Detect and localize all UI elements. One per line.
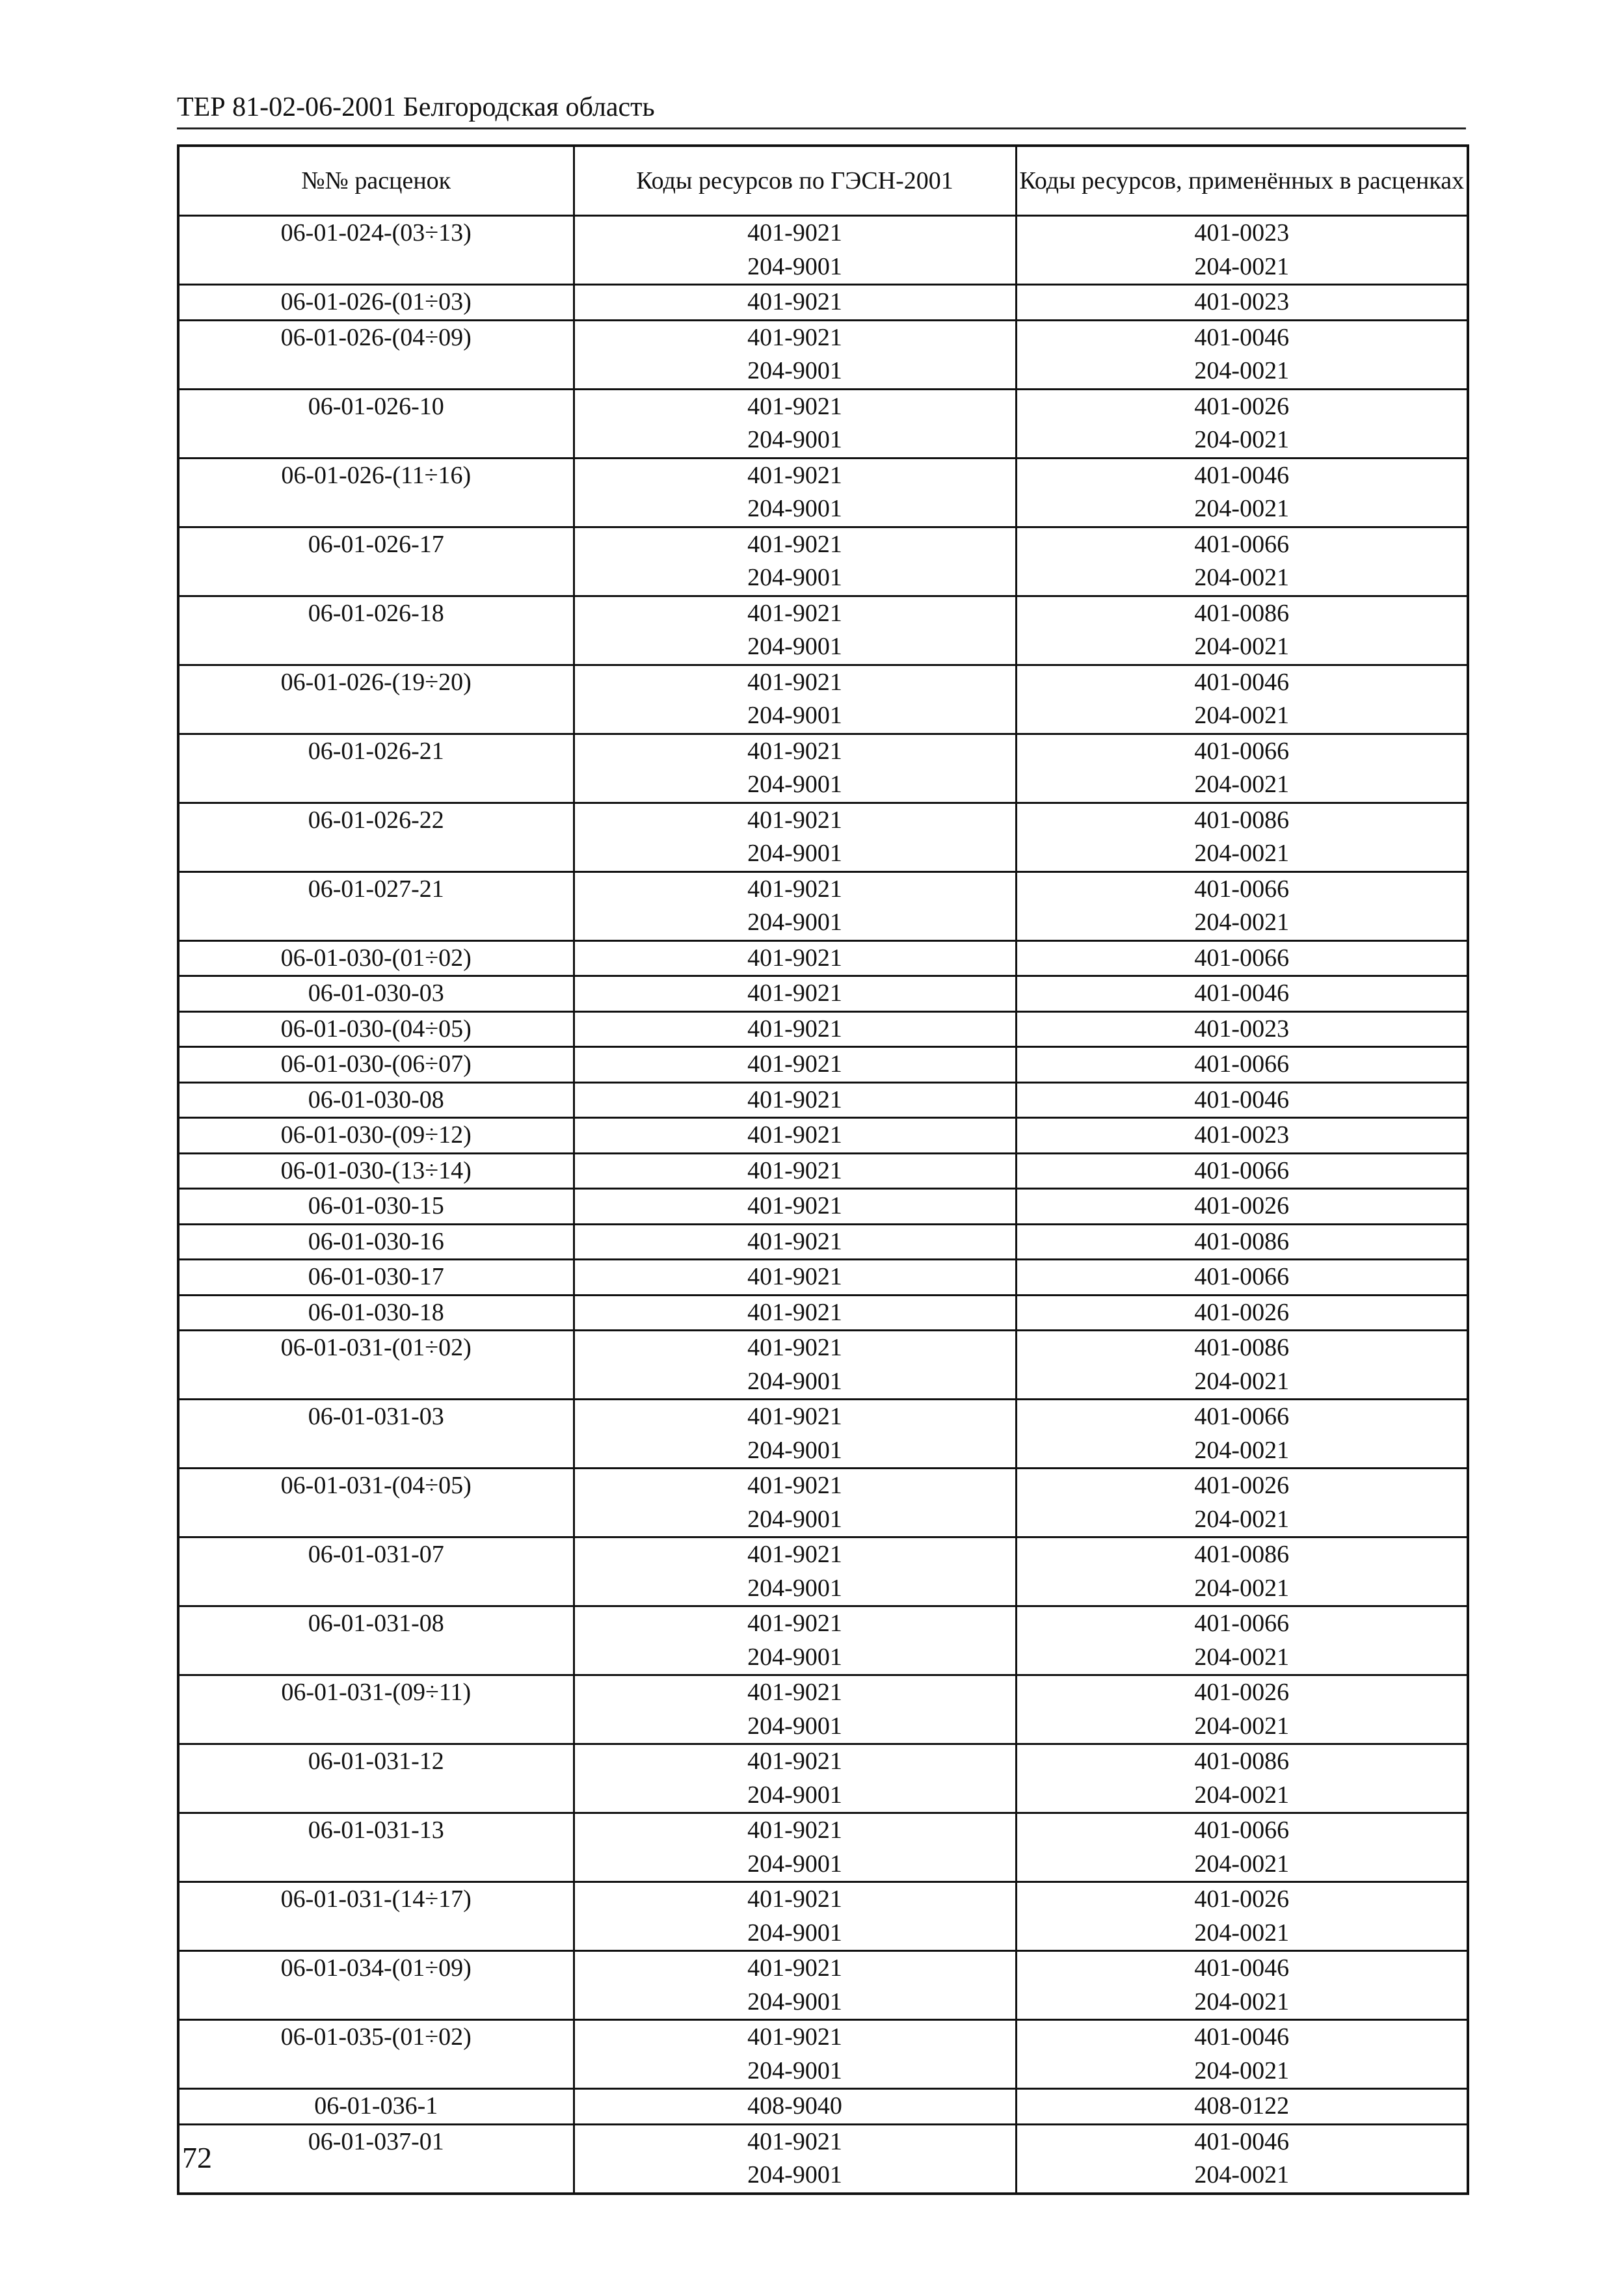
rate-number-cell	[178, 1295, 574, 1331]
table-row	[178, 1011, 1468, 1047]
gesn-code-cell	[574, 285, 1016, 321]
gesn-code-cell	[574, 1224, 1016, 1260]
gesn-code: 204-9001	[747, 1781, 842, 1809]
gesn-code: 401-9021	[747, 1085, 842, 1113]
gesn-code: 401-9021	[747, 806, 842, 834]
applied-code: 204-0021	[1194, 1436, 1290, 1464]
gesn-code: 401-9021	[747, 1610, 842, 1637]
rate-number-cell	[178, 940, 574, 976]
resource-codes-table	[177, 144, 1469, 2195]
gesn-code-cell	[574, 389, 1016, 458]
rate-number-cell	[178, 1606, 574, 1675]
gesn-code-cell	[574, 1813, 1016, 1882]
gesn-code-cell	[574, 976, 1016, 1012]
rate-number-cell	[178, 734, 574, 803]
rate-number: 06-01-031-07	[308, 1541, 444, 1568]
column-header-gesn-codes: Коды ресурсов по ГЭСН-2001	[574, 146, 1016, 216]
applied-code: 401-0066	[1194, 1050, 1290, 1078]
applied-code: 204-0021	[1194, 909, 1290, 936]
applied-code: 401-0086	[1194, 1227, 1290, 1255]
applied-code: 204-0021	[1194, 2056, 1290, 2084]
applied-code: 401-0086	[1194, 806, 1290, 834]
gesn-code: 401-9021	[747, 1263, 842, 1290]
applied-code: 401-0066	[1194, 1156, 1290, 1184]
rate-number: 06-01-024-(03÷13)	[280, 219, 472, 246]
applied-code-cell	[1016, 596, 1468, 665]
applied-code-cell	[1016, 1047, 1468, 1083]
table-row	[178, 1606, 1468, 1675]
gesn-code: 204-9001	[747, 909, 842, 936]
rate-number: 06-01-030-(01÷02)	[280, 944, 472, 972]
applied-code-cell	[1016, 320, 1468, 389]
table-row	[178, 2124, 1468, 2194]
applied-code: 401-0023	[1194, 288, 1290, 315]
rate-number: 06-01-026-17	[308, 530, 444, 558]
applied-code: 401-0023	[1194, 219, 1290, 246]
gesn-code: 401-9021	[747, 1403, 842, 1430]
rate-number: 06-01-026-(19÷20)	[280, 668, 472, 696]
rate-number: 06-01-031-(09÷11)	[281, 1679, 472, 1706]
table-row	[178, 1744, 1468, 1813]
gesn-code-cell	[574, 527, 1016, 596]
rate-number: 06-01-034-(01÷09)	[280, 1954, 472, 1982]
table-row	[178, 527, 1468, 596]
gesn-code: 204-9001	[747, 1643, 842, 1671]
applied-code-cell	[1016, 1675, 1468, 1744]
applied-code-cell	[1016, 665, 1468, 734]
gesn-code: 401-9021	[747, 1472, 842, 1499]
table-row	[178, 458, 1468, 527]
gesn-code-cell	[574, 1118, 1016, 1154]
rate-number: 06-01-026-(01÷03)	[280, 288, 472, 315]
rate-number: 06-01-037-01	[308, 2127, 444, 2155]
applied-code-cell	[1016, 1189, 1468, 1225]
table-row	[178, 1951, 1468, 2020]
gesn-code-cell	[574, 1537, 1016, 1606]
applied-code-cell	[1016, 1537, 1468, 1606]
rate-number: 06-01-031-12	[308, 1748, 444, 1775]
applied-code: 204-0021	[1194, 564, 1290, 591]
table-header	[178, 146, 1468, 216]
gesn-code: 401-9021	[747, 392, 842, 420]
applied-code: 204-0021	[1194, 357, 1290, 384]
applied-code: 401-0066	[1194, 737, 1290, 765]
applied-code-cell	[1016, 734, 1468, 803]
table-body	[178, 216, 1468, 2194]
applied-code: 204-0021	[1194, 633, 1290, 660]
gesn-code: 401-9021	[747, 1121, 842, 1149]
rate-number: 06-01-031-13	[308, 1816, 444, 1844]
applied-code: 401-0046	[1194, 1954, 1290, 1982]
table-row	[178, 1153, 1468, 1189]
rate-number-cell	[178, 1744, 574, 1813]
rate-number-cell	[178, 527, 574, 596]
gesn-code-cell	[574, 2020, 1016, 2089]
applied-code: 401-0026	[1194, 392, 1290, 420]
gesn-code: 204-9001	[747, 564, 842, 591]
applied-code: 401-0066	[1194, 1263, 1290, 1290]
rate-number-cell	[178, 1400, 574, 1469]
applied-code: 401-0046	[1194, 461, 1290, 489]
rate-number: 06-01-030-(04÷05)	[280, 1015, 472, 1043]
table-row	[178, 1082, 1468, 1118]
applied-code-cell	[1016, 2124, 1468, 2194]
rate-number: 06-01-026-22	[308, 806, 444, 834]
gesn-code: 401-9021	[747, 1541, 842, 1568]
table-row	[178, 803, 1468, 871]
table-row	[178, 1400, 1468, 1469]
applied-code: 204-0021	[1194, 1574, 1290, 1602]
applied-code: 204-0021	[1194, 1367, 1290, 1395]
gesn-code: 401-9021	[747, 1885, 842, 1913]
gesn-code: 401-9021	[747, 1954, 842, 1982]
table-row	[178, 734, 1468, 803]
gesn-code-cell	[574, 320, 1016, 389]
gesn-code: 204-9001	[747, 1574, 842, 1602]
applied-code: 401-0086	[1194, 1748, 1290, 1775]
page-number: 72	[182, 2141, 212, 2174]
gesn-code-cell	[574, 1082, 1016, 1118]
rate-number-cell	[178, 1537, 574, 1606]
gesn-code-cell	[574, 216, 1016, 285]
rate-number: 06-01-036-1	[314, 2092, 438, 2120]
rate-number: 06-01-030-17	[308, 1263, 444, 1290]
table-row	[178, 1047, 1468, 1083]
rate-number-cell	[178, 596, 574, 665]
applied-code-cell	[1016, 2089, 1468, 2125]
applied-code: 204-0021	[1194, 771, 1290, 798]
applied-code: 204-0021	[1194, 1850, 1290, 1878]
table-row	[178, 1331, 1468, 1400]
applied-code: 401-0026	[1194, 1472, 1290, 1499]
applied-code: 204-0021	[1194, 1712, 1290, 1740]
gesn-code-cell	[574, 940, 1016, 976]
rate-number-cell	[178, 2020, 574, 2089]
table-row	[178, 940, 1468, 976]
table-header-row	[178, 146, 1468, 216]
applied-code: 204-0021	[1194, 1988, 1290, 2015]
rate-number-cell	[178, 1951, 574, 2020]
rate-number-cell	[178, 320, 574, 389]
table-row	[178, 1882, 1468, 1951]
rate-number-cell	[178, 1224, 574, 1260]
table-row	[178, 285, 1468, 321]
gesn-code: 401-9021	[747, 1748, 842, 1775]
applied-code: 401-0026	[1194, 1192, 1290, 1219]
gesn-code: 401-9021	[747, 1015, 842, 1043]
applied-code: 401-0046	[1194, 2127, 1290, 2155]
column-header-rate-numbers: №№ расценок	[178, 146, 574, 216]
applied-code-cell	[1016, 1118, 1468, 1154]
column-header-applied-codes: Коды ресурсов, применённых в расценках	[1016, 146, 1468, 216]
applied-code: 204-0021	[1194, 1505, 1290, 1533]
table-row	[178, 2020, 1468, 2089]
gesn-code-cell	[574, 871, 1016, 940]
applied-code: 401-0066	[1194, 1403, 1290, 1430]
gesn-code: 204-9001	[747, 357, 842, 384]
gesn-code-cell	[574, 803, 1016, 871]
gesn-code-cell	[574, 1951, 1016, 2020]
gesn-code-cell	[574, 1011, 1016, 1047]
rate-number-cell	[178, 1011, 574, 1047]
table-row	[178, 976, 1468, 1012]
applied-code-cell	[1016, 1400, 1468, 1469]
rate-number: 06-01-030-(13÷14)	[280, 1156, 472, 1184]
gesn-code-cell	[574, 458, 1016, 527]
applied-code: 401-0046	[1194, 323, 1290, 351]
applied-code-cell	[1016, 940, 1468, 976]
gesn-code-cell	[574, 734, 1016, 803]
rate-number: 06-01-026-21	[308, 737, 444, 765]
gesn-code-cell	[574, 1189, 1016, 1225]
gesn-code: 401-9021	[747, 1156, 842, 1184]
rate-number: 06-01-026-(04÷09)	[280, 323, 472, 351]
rate-number-cell	[178, 1469, 574, 1537]
rate-number: 06-01-031-08	[308, 1610, 444, 1637]
gesn-code: 401-9021	[747, 2023, 842, 2051]
rate-number-cell	[178, 803, 574, 871]
table-row	[178, 665, 1468, 734]
gesn-code: 401-9021	[747, 1816, 842, 1844]
gesn-code: 401-9021	[747, 323, 842, 351]
gesn-code-cell	[574, 1606, 1016, 1675]
gesn-code: 401-9021	[747, 219, 842, 246]
gesn-code-cell	[574, 1400, 1016, 1469]
applied-code: 401-0046	[1194, 1085, 1290, 1113]
applied-code: 401-0066	[1194, 1816, 1290, 1844]
applied-code-cell	[1016, 1951, 1468, 2020]
gesn-code: 408-9040	[747, 2092, 842, 2120]
rate-number: 06-01-026-(11÷16)	[281, 461, 472, 489]
applied-code: 401-0026	[1194, 1885, 1290, 1913]
gesn-code: 401-9021	[747, 530, 842, 558]
rate-number: 06-01-030-(06÷07)	[280, 1050, 472, 1078]
rate-number-cell	[178, 976, 574, 1012]
applied-code: 401-0026	[1194, 1298, 1290, 1326]
gesn-code: 204-9001	[747, 1712, 842, 1740]
applied-code: 408-0122	[1194, 2092, 1290, 2120]
gesn-code: 204-9001	[747, 1850, 842, 1878]
applied-code: 401-0066	[1194, 1610, 1290, 1637]
gesn-code: 401-9021	[747, 737, 842, 765]
applied-code: 204-0021	[1194, 1919, 1290, 1947]
table-row	[178, 1295, 1468, 1331]
rate-number-cell	[178, 1118, 574, 1154]
gesn-code-cell	[574, 1882, 1016, 1951]
gesn-code-cell	[574, 1331, 1016, 1400]
applied-code: 204-0021	[1194, 2161, 1290, 2188]
gesn-code: 401-9021	[747, 1298, 842, 1326]
applied-code: 401-0023	[1194, 1015, 1290, 1043]
gesn-code-cell	[574, 665, 1016, 734]
rate-number-cell	[178, 1047, 574, 1083]
gesn-code-cell	[574, 2089, 1016, 2125]
applied-code-cell	[1016, 216, 1468, 285]
applied-code-cell	[1016, 1331, 1468, 1400]
applied-code: 204-0021	[1194, 252, 1290, 280]
rate-number-cell	[178, 1189, 574, 1225]
rate-number: 06-01-031-(14÷17)	[280, 1885, 472, 1913]
gesn-code: 401-9021	[747, 668, 842, 696]
gesn-code: 204-9001	[747, 1436, 842, 1464]
gesn-code-cell	[574, 2124, 1016, 2194]
applied-code: 204-0021	[1194, 702, 1290, 729]
applied-code: 204-0021	[1194, 426, 1290, 453]
gesn-code: 401-9021	[747, 2127, 842, 2155]
gesn-code: 204-9001	[747, 633, 842, 660]
rate-number-cell	[178, 389, 574, 458]
gesn-code: 401-9021	[747, 288, 842, 315]
gesn-code: 204-9001	[747, 1988, 842, 2015]
applied-code: 401-0046	[1194, 979, 1290, 1007]
table-row	[178, 320, 1468, 389]
gesn-code: 204-9001	[747, 702, 842, 729]
header-divider	[177, 127, 1466, 129]
gesn-code: 204-9001	[747, 252, 842, 280]
gesn-code: 204-9001	[747, 840, 842, 867]
applied-code-cell	[1016, 1082, 1468, 1118]
rate-number: 06-01-031-(01÷02)	[280, 1334, 472, 1361]
rate-number-cell	[178, 1260, 574, 1296]
gesn-code: 401-9021	[747, 944, 842, 972]
applied-code: 401-0086	[1194, 1334, 1290, 1361]
rate-number-cell	[178, 216, 574, 285]
rate-number: 06-01-030-18	[308, 1298, 444, 1326]
applied-code-cell	[1016, 2020, 1468, 2089]
applied-code-cell	[1016, 1011, 1468, 1047]
rate-number-cell	[178, 285, 574, 321]
rate-number: 06-01-027-21	[308, 875, 444, 903]
applied-code-cell	[1016, 1744, 1468, 1813]
rate-number-cell	[178, 1675, 574, 1744]
gesn-code: 204-9001	[747, 1505, 842, 1533]
table-row	[178, 2089, 1468, 2125]
applied-code: 401-0026	[1194, 1679, 1290, 1706]
rate-number-cell	[178, 1882, 574, 1951]
applied-code-cell	[1016, 1882, 1468, 1951]
applied-code: 401-0086	[1194, 599, 1290, 627]
rate-number: 06-01-030-08	[308, 1085, 444, 1113]
gesn-code: 401-9021	[747, 979, 842, 1007]
applied-code-cell	[1016, 1295, 1468, 1331]
applied-code-cell	[1016, 1606, 1468, 1675]
table-row	[178, 1537, 1468, 1606]
rate-number-cell	[178, 1082, 574, 1118]
rate-number: 06-01-031-03	[308, 1403, 444, 1430]
applied-code-cell	[1016, 871, 1468, 940]
applied-code: 204-0021	[1194, 1643, 1290, 1671]
gesn-code-cell	[574, 1295, 1016, 1331]
table-row	[178, 1813, 1468, 1882]
rate-number-cell	[178, 1813, 574, 1882]
gesn-code: 204-9001	[747, 2056, 842, 2084]
applied-code-cell	[1016, 1469, 1468, 1537]
rate-number-cell	[178, 2124, 574, 2194]
gesn-code-cell	[574, 1153, 1016, 1189]
gesn-code: 204-9001	[747, 771, 842, 798]
gesn-code-cell	[574, 596, 1016, 665]
document-header-title: ТЕР 81-02-06-2001 Белгородская область	[177, 92, 655, 122]
gesn-code: 204-9001	[747, 426, 842, 453]
gesn-code: 204-9001	[747, 2161, 842, 2188]
applied-code-cell	[1016, 976, 1468, 1012]
applied-code: 401-0066	[1194, 944, 1290, 972]
rate-number: 06-01-031-(04÷05)	[280, 1472, 472, 1499]
table-row	[178, 1224, 1468, 1260]
rate-number: 06-01-035-(01÷02)	[280, 2023, 472, 2051]
gesn-code: 401-9021	[747, 1192, 842, 1219]
rate-number-cell	[178, 871, 574, 940]
rate-number-cell	[178, 458, 574, 527]
applied-code-cell	[1016, 1153, 1468, 1189]
gesn-code: 401-9021	[747, 1334, 842, 1361]
applied-code-cell	[1016, 803, 1468, 871]
table-row	[178, 1469, 1468, 1537]
rate-number-cell	[178, 665, 574, 734]
gesn-code: 401-9021	[747, 1050, 842, 1078]
rate-number-cell	[178, 1153, 574, 1189]
applied-code: 204-0021	[1194, 840, 1290, 867]
rate-number: 06-01-026-18	[308, 599, 444, 627]
table-row	[178, 596, 1468, 665]
gesn-code: 204-9001	[747, 495, 842, 522]
gesn-code-cell	[574, 1675, 1016, 1744]
applied-code: 401-0086	[1194, 1541, 1290, 1568]
gesn-code: 204-9001	[747, 1919, 842, 1947]
applied-code-cell	[1016, 527, 1468, 596]
rate-number: 06-01-030-15	[308, 1192, 444, 1219]
table-row	[178, 216, 1468, 285]
table-row	[178, 1118, 1468, 1154]
gesn-code: 401-9021	[747, 461, 842, 489]
table-row	[178, 1260, 1468, 1296]
gesn-code: 401-9021	[747, 1679, 842, 1706]
applied-code-cell	[1016, 458, 1468, 527]
applied-code-cell	[1016, 389, 1468, 458]
rate-number-cell	[178, 1331, 574, 1400]
applied-code-cell	[1016, 285, 1468, 321]
rate-number: 06-01-030-16	[308, 1227, 444, 1255]
applied-code: 401-0046	[1194, 2023, 1290, 2051]
applied-code: 204-0021	[1194, 495, 1290, 522]
applied-code: 401-0066	[1194, 875, 1290, 903]
rate-number: 06-01-030-(09÷12)	[280, 1121, 472, 1149]
rate-number: 06-01-026-10	[308, 392, 444, 420]
applied-code: 401-0046	[1194, 668, 1290, 696]
gesn-code-cell	[574, 1260, 1016, 1296]
gesn-code: 401-9021	[747, 1227, 842, 1255]
gesn-code: 401-9021	[747, 875, 842, 903]
table-row	[178, 389, 1468, 458]
rate-number-cell	[178, 2089, 574, 2125]
applied-code: 204-0021	[1194, 1781, 1290, 1809]
applied-code-cell	[1016, 1260, 1468, 1296]
gesn-code-cell	[574, 1469, 1016, 1537]
applied-code: 401-0066	[1194, 530, 1290, 558]
gesn-code-cell	[574, 1744, 1016, 1813]
table-row	[178, 871, 1468, 940]
table-row	[178, 1189, 1468, 1225]
rate-number: 06-01-030-03	[308, 979, 444, 1007]
applied-code-cell	[1016, 1224, 1468, 1260]
gesn-code-cell	[574, 1047, 1016, 1083]
gesn-code: 401-9021	[747, 599, 842, 627]
table-row	[178, 1675, 1468, 1744]
applied-code-cell	[1016, 1813, 1468, 1882]
gesn-code: 204-9001	[747, 1367, 842, 1395]
applied-code: 401-0023	[1194, 1121, 1290, 1149]
